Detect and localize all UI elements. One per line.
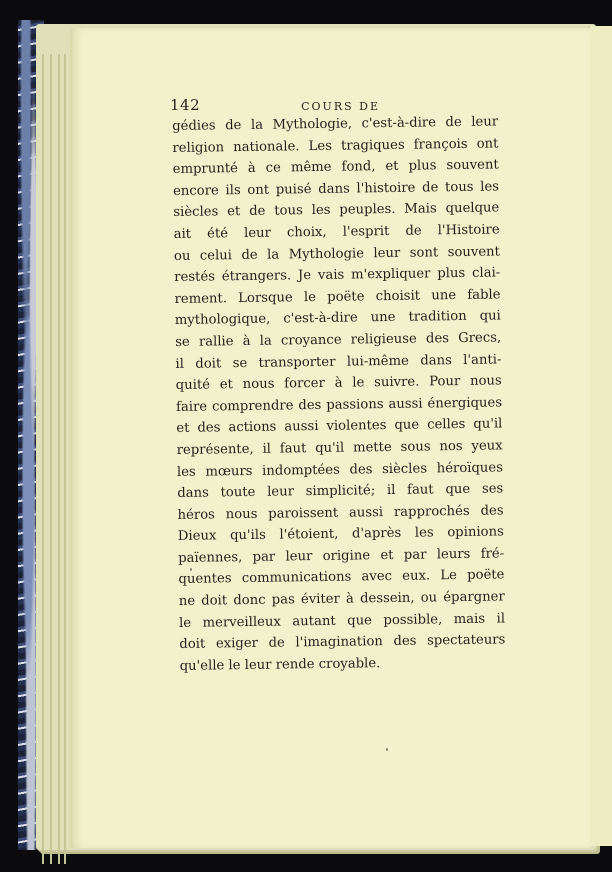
- text-line: et des actions aussi violentes que celles qu'il: [176, 416, 503, 437]
- page-edge-line: [64, 54, 66, 864]
- text-line: païennes, par leur origine et par leurs fré-: [178, 546, 505, 566]
- text-line: siècles et de tous les peuples. Mais quelque: [173, 200, 500, 221]
- text-line: dans toute leur simplicité; il faut que ses: [177, 481, 504, 502]
- text-line: emprunté à ce même fond, et plus souvent: [172, 157, 499, 178]
- text-line: religion nationale. Les tragiques françois ont: [172, 136, 499, 156]
- text-line: mythologique, c'est-à-dire une tradition qui: [174, 308, 501, 329]
- facing-page-edge: [588, 26, 612, 846]
- text-line: doit exiger de l'imagination des spectateurs: [179, 632, 506, 653]
- text-line: gédies de la Mythologie, c'est-à-dire de leur: [172, 114, 499, 134]
- text-line: ne doit donc pas éviter à dessein, ou épargner: [178, 589, 505, 610]
- text-line: se rallie à la croyance religieuse des Grecs,: [175, 330, 502, 350]
- text-line: ou celui de la Mythologie leur sont souvent: [173, 243, 501, 264]
- text-line: faire comprendre des passions aussi énergiques: [175, 395, 503, 415]
- text-line: Dieux qu'ils l'étoient, d'après les opinions: [177, 524, 504, 545]
- body-text: [172, 111, 506, 677]
- text-line-last: qu'elle le leur rende croyable.: [179, 655, 381, 674]
- page-edge-line: [42, 54, 44, 864]
- text-line: héros nous paroissent aussi rapprochés des: [177, 503, 504, 523]
- text-line: il doit se transporter lui-même dans l'anti-: [175, 351, 502, 372]
- text-line: représente, il faut qu'il mette sous nos yeux: [176, 438, 503, 458]
- page-edge-line: [50, 54, 52, 864]
- text-line: encore ils ont puisé dans l'histoire de tous les: [172, 179, 500, 199]
- text-line: les mœurs indomptées des siècles héroïques: [176, 459, 504, 480]
- text-line: quité et nous forcer à le suivre. Pour nous: [175, 373, 502, 394]
- text-line: quentes communications avec eux. Le poëte: [178, 567, 505, 588]
- running-head: COURS DE: [301, 100, 380, 113]
- text-line: rement. Lorsque le poëte choisit une fable: [174, 287, 501, 307]
- page-header: [170, 96, 400, 114]
- page-number: 142: [170, 96, 201, 114]
- page-edge-line: [58, 54, 60, 864]
- paper-speck: [386, 748, 388, 751]
- text-line: ait été leur choix, l'esprit de l'Histoire: [173, 222, 500, 242]
- text-line: restés étrangers. Je vais m'expliquer plus clai-: [174, 265, 501, 286]
- text-line: le merveilleux autant que possible, mais il: [178, 611, 506, 631]
